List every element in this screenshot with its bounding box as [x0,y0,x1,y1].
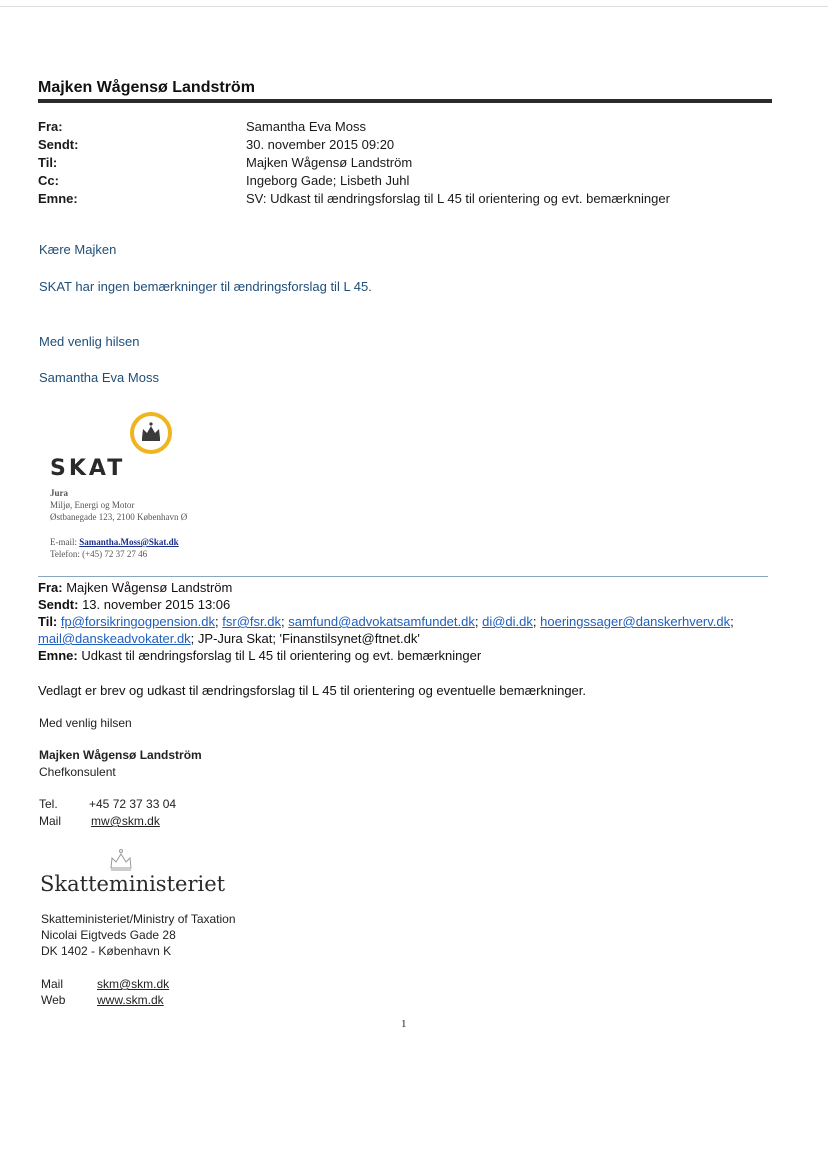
fwd-subject: Udkast til ændringsforslag til L 45 til orientering og evt. bemærkninger [81,648,482,663]
fwd-to-label: Til: [38,614,58,629]
fwd-to-link[interactable]: samfund@advokatsamfundet.dk [288,614,475,629]
separator: ; [215,614,219,629]
fwd-to-link[interactable]: fp@forsikringogpension.dk [60,614,216,629]
header-label: Cc: [38,173,59,188]
fwd-from-row [38,580,232,595]
skm-logo-text: Skatteministeriet [40,872,226,896]
fwd-to-link[interactable]: hoeringssager@danskerhverv.dk [540,614,731,629]
skat-address: Østbanegade 123, 2100 København Ø [50,512,188,522]
separator: ; [532,614,537,629]
separator: ; [730,614,734,629]
scan-top-edge [0,6,828,7]
fwd-to-link[interactable]: di@di.dk [482,614,533,629]
fwd-to-plain: JP-Jura Skat; 'Finanstilsynet@ftnet.dk' [197,631,420,646]
sender-display-name: Majken Wågensø Landström [38,79,255,96]
header-label: Fra: [38,119,63,134]
header-value: SV: Udkast til ændringsforslag til L 45 til orientering og evt. bemærkninger [246,191,670,206]
skat-phone-label: Telefon: [50,549,80,559]
skat-email-link[interactable]: Samantha.Moss@Skat.dk [79,537,179,547]
skat-phone: (+45) 72 37 27 46 [82,549,148,559]
fwd-from-label: Fra: [38,580,63,595]
fwd-sent: 13. november 2015 13:06 [82,597,231,612]
fwd-mail-label: Mail [39,814,62,828]
header-label: Emne: [38,191,78,206]
fwd-subject-label: Emne: [38,648,78,663]
header-label: Til: [38,155,58,170]
skat-phone-row [50,549,147,559]
skat-dept: Jura [50,488,68,498]
fwd-from: Majken Wågensø Landström [66,580,233,595]
separator: ; [280,614,285,629]
skm-web-label: Web [41,993,66,1007]
fwd-tel-label: Tel. [39,797,58,811]
fwd-sent-row [38,597,230,612]
skm-crown-icon [106,846,136,872]
header-label: Sendt: [38,137,79,152]
skm-web-link[interactable]: www.skm.dk [97,993,164,1007]
reply-closing: Med venlig hilsen [39,334,140,349]
fwd-sender-name: Majken Wågensø Landström [39,748,202,762]
reply-signature-name: Samantha Eva Moss [39,370,159,385]
skat-email-label: E-mail: [50,537,77,547]
fwd-to-row [38,614,734,629]
skat-crown-emblem-icon [128,410,174,456]
fwd-sent-label: Sendt: [38,597,79,612]
header-value: Majken Wågensø Landström [246,155,413,170]
skat-unit: Miljø, Energi og Motor [50,500,135,510]
fwd-subject-row [38,648,481,663]
fwd-sender-title: Chefkonsulent [39,765,116,779]
fwd-tel: +45 72 37 33 04 [89,797,177,811]
skm-mail-link[interactable]: skm@skm.dk [97,977,170,991]
fwd-to-row-cont [38,631,420,646]
forward-separator [38,576,768,577]
separator: ; [190,631,195,646]
header-value: 30. november 2015 09:20 [246,137,395,152]
separator: ; [474,614,479,629]
fwd-body: Vedlagt er brev og udkast til ændringsforslag til L 45 til orientering og eventuelle bemærkninger. [38,683,586,698]
skm-org: Skatteministeriet/Ministry of Taxation [41,912,236,926]
skat-logo-text: SKAT [50,456,126,481]
fwd-to-link[interactable]: fsr@fsr.dk [222,614,281,629]
skm-city: DK 1402 - København K [41,944,172,958]
header-value: Samantha Eva Moss [246,119,366,134]
header-divider [38,99,772,103]
skat-email-row [50,537,179,547]
page-number: 1 [401,1018,407,1030]
reply-greeting: Kære Majken [39,242,117,257]
fwd-closing: Med venlig hilsen [39,716,132,730]
skm-street: Nicolai Eigtveds Gade 28 [41,928,176,942]
reply-body: SKAT har ingen bemærkninger til ændringsforslag til L 45. [39,279,372,294]
skm-mail-label: Mail [41,977,64,991]
fwd-mail-link[interactable]: mw@skm.dk [91,814,160,828]
fwd-to-link[interactable]: mail@danskeadvokater.dk [38,631,191,646]
header-value: Ingeborg Gade; Lisbeth Juhl [246,173,410,188]
